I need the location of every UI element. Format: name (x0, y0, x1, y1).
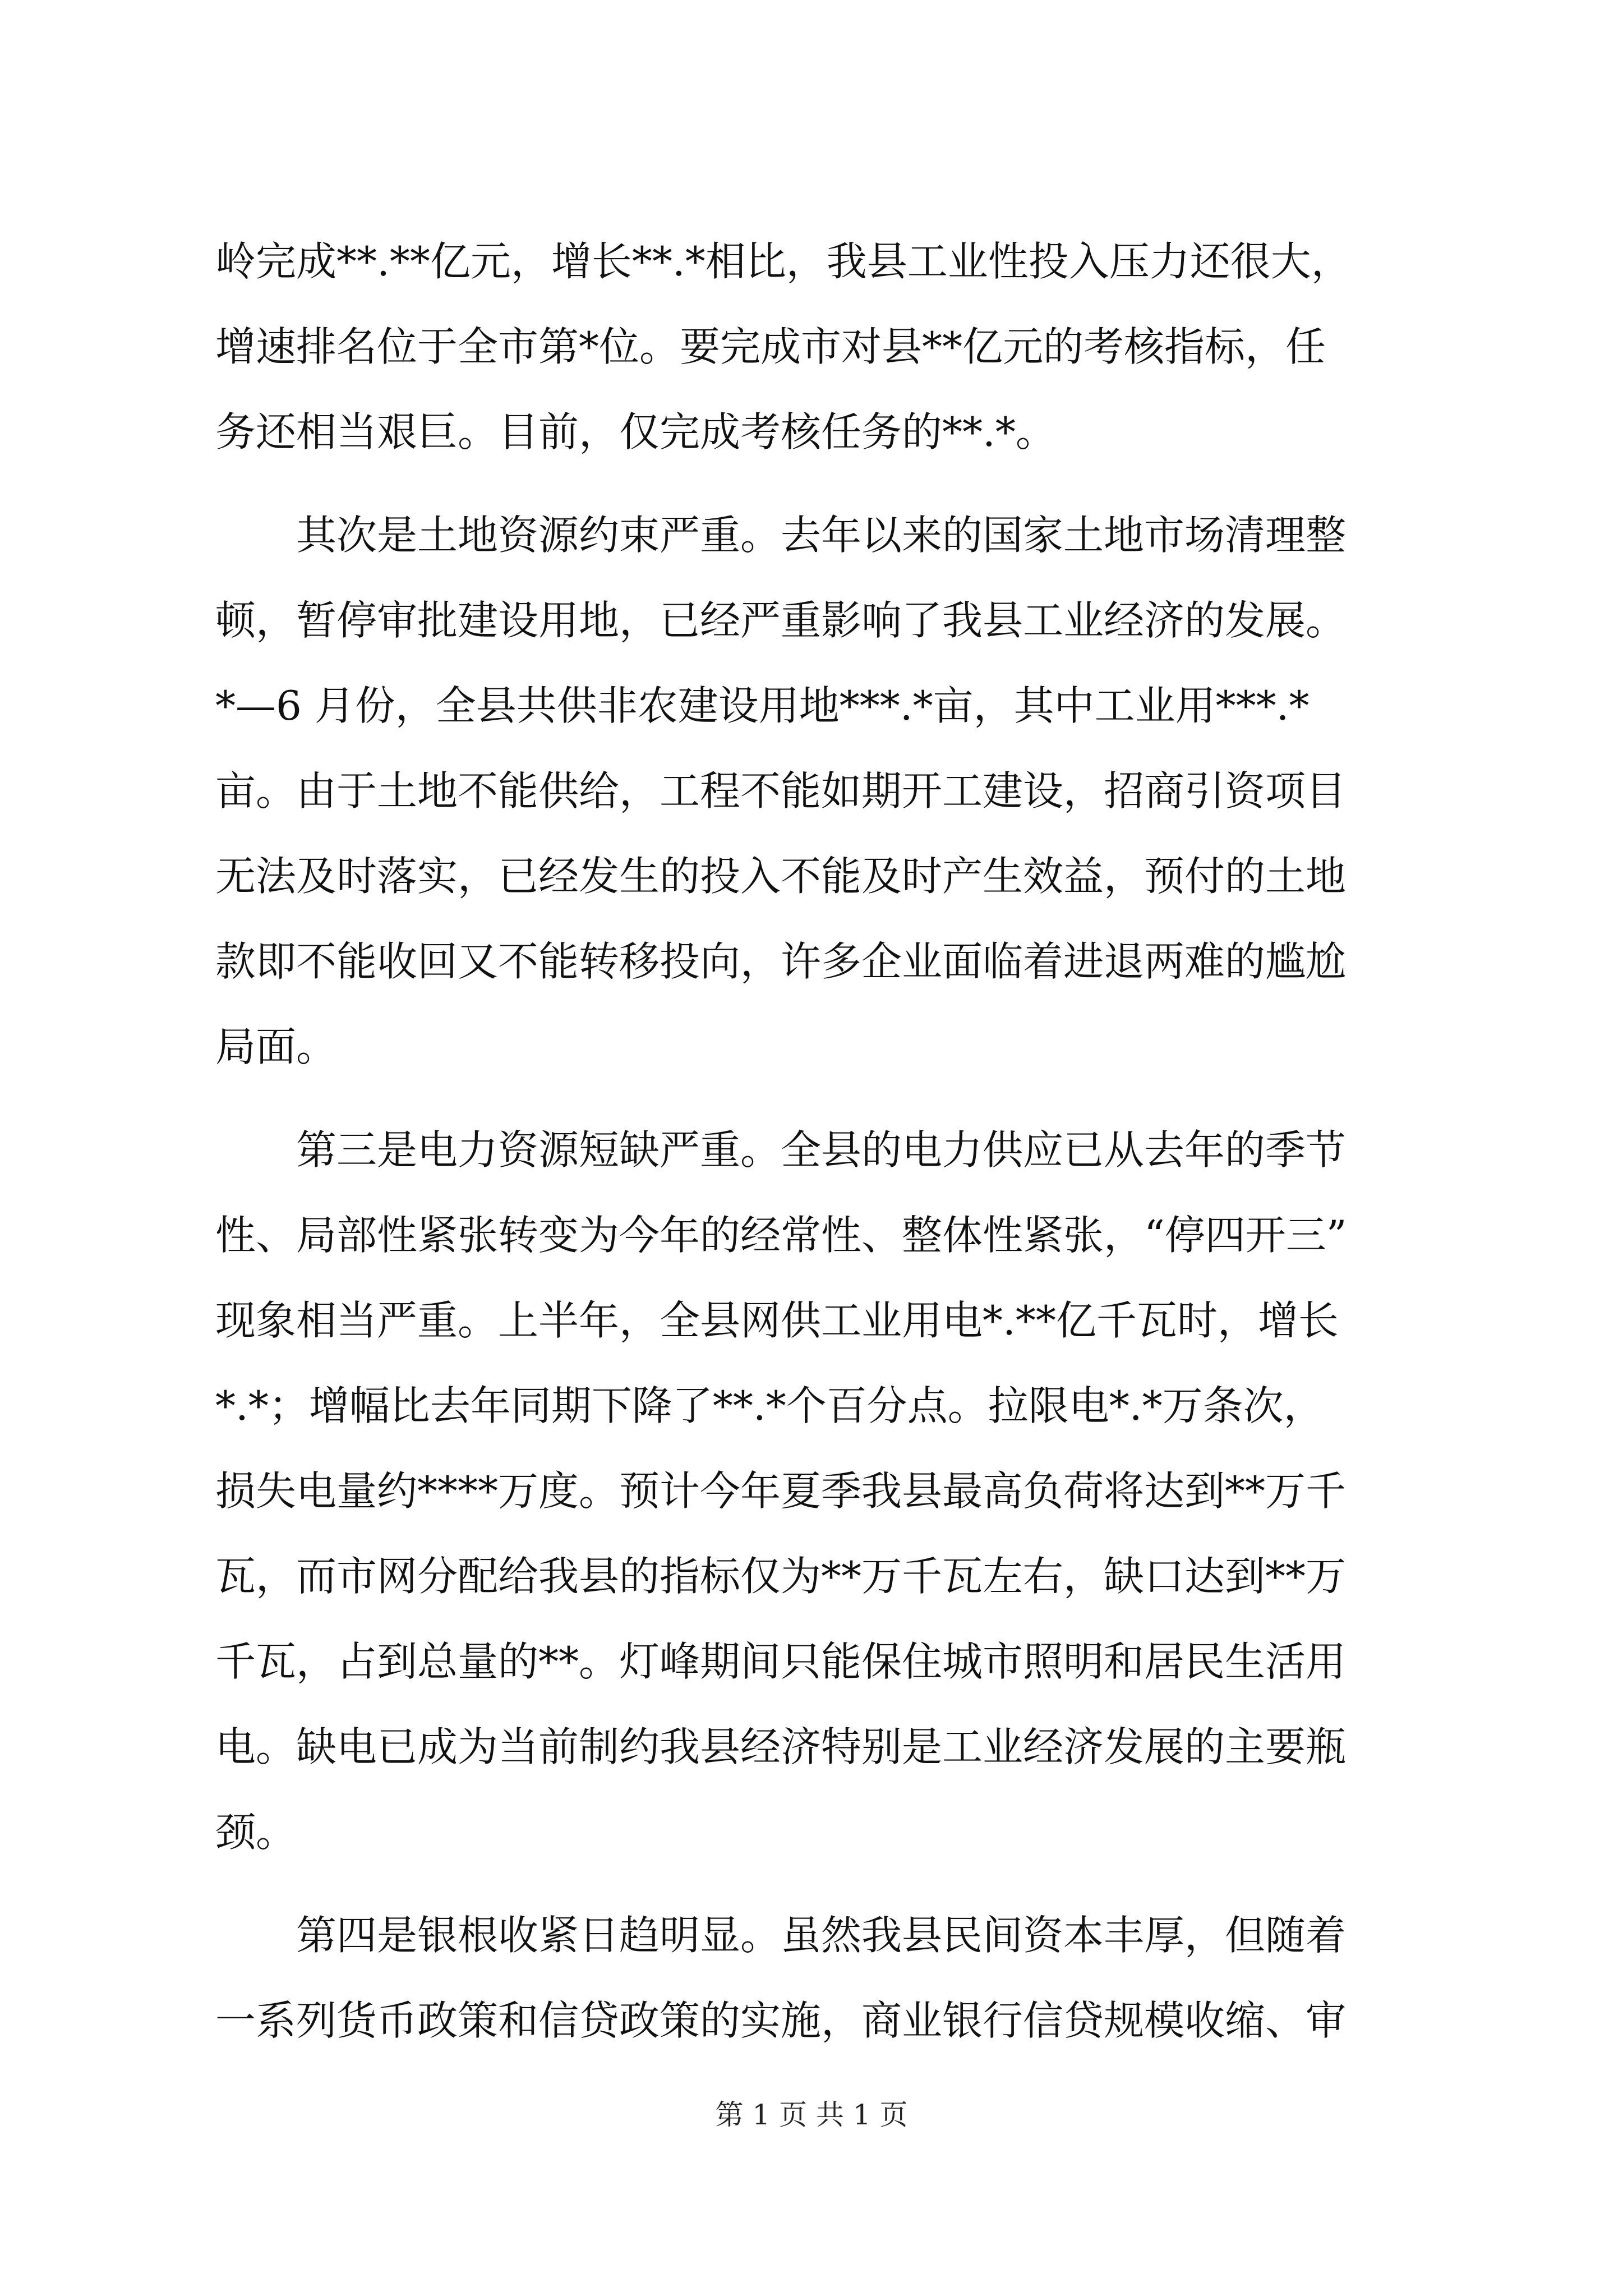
document-body (215, 219, 1408, 2063)
text-line: 顿，暂停审批建设用地，已经严重影响了我县工业经济的发展。 (215, 597, 1347, 644)
paragraph-spacer (215, 1089, 1408, 1107)
text-line: 第四是银根收紧日趋明显。虽然我县民间资本丰厚，但随着 (215, 1912, 1347, 1959)
paragraph-1 (215, 219, 1408, 475)
page-footer: 第 1 页 共 1 页 (715, 2099, 908, 2131)
text-line: 局面。 (215, 1023, 337, 1070)
text-line: 亩。由于土地不能供给，工程不能如期开工建设，招商引资项目 (215, 767, 1347, 815)
text-line: 损失电量约****万度。预计今年夏季我县最高负荷将达到**万千 (215, 1467, 1347, 1515)
text-line: 一系列货币政策和信贷政策的实施，商业银行信贷规模收缩、审 (215, 1997, 1347, 2044)
text-line: 颈。 (215, 1809, 297, 1856)
text-line: *—6 月份，全县共供非农建设用地***.*亩，其中工业用***.* (215, 682, 1310, 729)
text-line: 第三是电力资源短缺严重。全县的电力供应已从去年的季节 (215, 1126, 1347, 1174)
text-line: 其次是土地资源约束严重。去年以来的国家土地市场清理整 (215, 512, 1347, 559)
text-line: 性、局部性紧张转变为今年的经常性、整体性紧张，“停四开三” (215, 1212, 1347, 1259)
text-line: 增速排名位于全市第*位。要完成市对县**亿元的考核指标，任 (215, 323, 1326, 370)
paragraph-4 (215, 1893, 1408, 2063)
paragraph-3 (215, 1107, 1408, 1875)
text-line: 电。缺电已成为当前制约我县经济特别是工业经济发展的主要瓶 (215, 1723, 1347, 1770)
text-line: 瓦，而市网分配给我县的指标仅为**万千瓦左右，缺口达到**万 (215, 1553, 1347, 1600)
text-line: *.*；增幅比去年同期下降了**.*个百分点。拉限电*.*万条次， (215, 1382, 1324, 1429)
paragraph-spacer (215, 1875, 1408, 1893)
text-line: 款即不能收回又不能转移投向，许多企业面临着进退两难的尴尬 (215, 938, 1347, 985)
paragraph-spacer (215, 475, 1408, 493)
text-line: 岭完成**.**亿元，增长**.*相比，我县工业性投入压力还很大， (215, 238, 1352, 285)
text-line: 现象相当严重。上半年，全县网供工业用电*.**亿千瓦时，增长 (215, 1297, 1339, 1344)
text-line: 务还相当艰巨。目前，仅完成考核任务的**.*。 (215, 408, 1056, 455)
text-line: 千瓦，占到总量的**。灯峰期间只能保住城市照明和居民生活用 (215, 1638, 1347, 1685)
paragraph-2 (215, 493, 1408, 1089)
text-line: 无法及时落实，已经发生的投入不能及时产生效益，预付的土地 (215, 853, 1347, 900)
